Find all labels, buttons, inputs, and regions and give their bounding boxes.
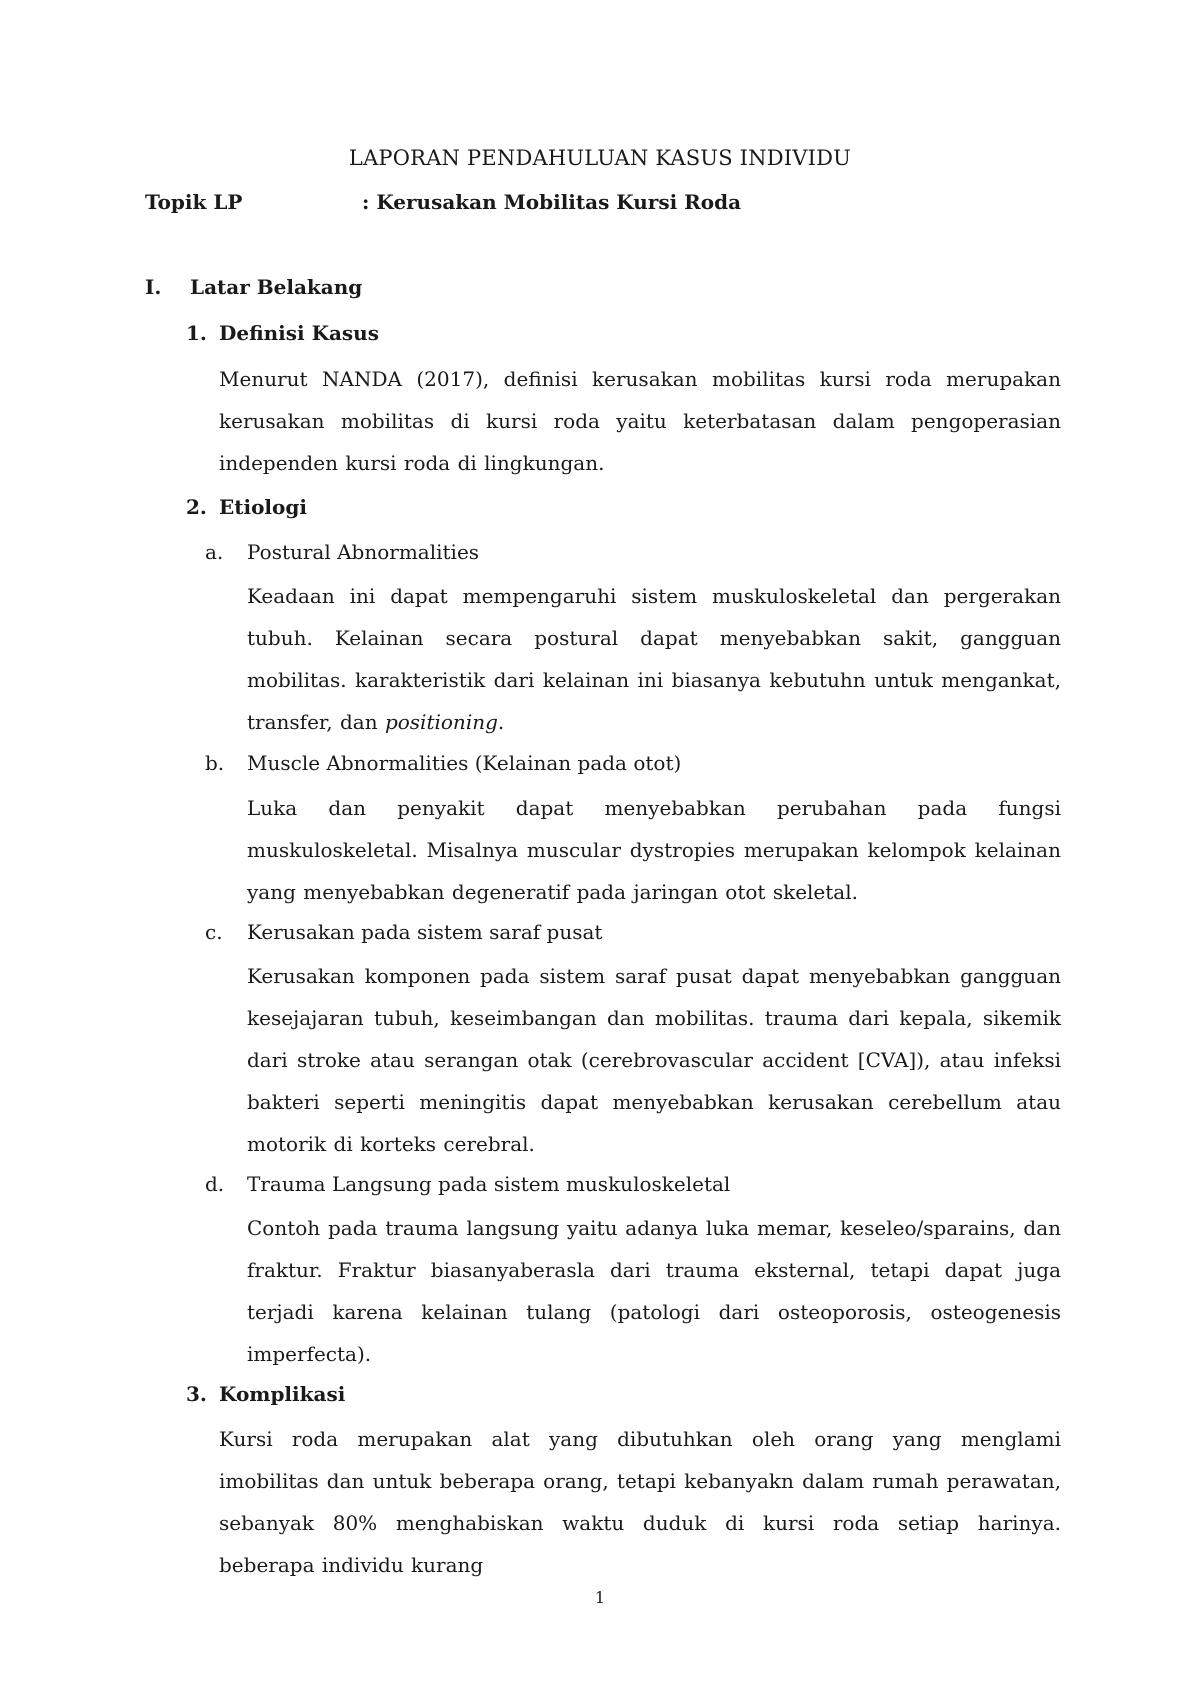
subsection-heading: Definisi Kasus: [219, 321, 379, 345]
list-item-heading: Postural Abnormalities: [247, 540, 480, 564]
complication-paragraph: Kursi roda merupakan alat yang dibutuhkan oleh orang yang menglami imobilitas dan untuk beberapa orang, tetapi kebanyakn dalam rumah perawatan, sebanyak 80% menghabiskan waktu duduk di kursi roda setiap harinya. beberapa individu kurang: [219, 1427, 1061, 1577]
page-number: 1: [594, 1588, 606, 1607]
list-item-paragraph: Luka dan penyakit dapat menyebabkan perubahan pada fungsi muskuloskeletal. Misalnya muscular dystropies merupakan kelompok kelainan yang menyebabkan degeneratif pada jaringan otot skeletal.: [247, 796, 1061, 904]
list-item-heading: Muscle Abnormalities (Kelainan pada otot): [247, 751, 682, 775]
section-heading: Latar Belakang: [190, 275, 363, 299]
italic-term: positioning: [384, 710, 498, 734]
topic-value: : Kerusakan Mobilitas Kursi Roda: [362, 190, 742, 214]
topic-label: Topik LP: [145, 190, 243, 214]
list-item-paragraph: [247, 575, 1061, 743]
list-item-letter: a.: [205, 540, 224, 564]
subsection-number: 3.: [186, 1382, 207, 1406]
paragraph-end: .: [497, 710, 505, 734]
list-item-letter: d.: [205, 1172, 225, 1196]
paragraph-text: Keadaan ini dapat mempengaruhi sistem muskuloskeletal dan pergerakan tubuh. Kelainan secara postural dapat menyebabkan sakit, gangguan mobilitas. karakteristik dari kelainan ini biasanya kebutuhn untuk mengankat, transfer, dan: [247, 584, 1061, 734]
subsection-number: 2.: [186, 495, 207, 519]
subsection-heading: Etiologi: [219, 495, 307, 519]
definition-paragraph: Menurut NANDA (2017), definisi kerusakan mobilitas kursi roda merupakan kerusakan mobilitas di kursi roda yaitu keterbatasan dalam pengoperasian independen kursi roda di lingkungan.: [219, 367, 1061, 475]
subsection-number: 1.: [186, 321, 207, 345]
list-item-letter: b.: [205, 751, 225, 775]
subsection-heading: Komplikasi: [219, 1382, 346, 1406]
list-item-heading: Trauma Langsung pada sistem muskuloskeletal: [247, 1172, 731, 1196]
list-item-paragraph: Contoh pada trauma langsung yaitu adanya luka memar, keseleo/sparains, dan fraktur. Fraktur biasanyaberasla dari trauma eksternal, tetapi dapat juga terjadi karena kelainan tulang (patologi dari osteoporosis, osteogenesis imperfecta).: [247, 1216, 1061, 1366]
list-item-letter: c.: [205, 920, 223, 944]
list-item-paragraph: Kerusakan komponen pada sistem saraf pusat dapat menyebabkan gangguan kesejajaran tubuh, keseimbangan dan mobilitas. trauma dari kepala, sikemik dari stroke atau serangan otak (cerebrovascular accident [CVA]), atau infeksi bakteri seperti meningitis dapat menyebabkan kerusakan cerebellum atau motorik di korteks cerebral.: [247, 964, 1061, 1156]
list-item-heading: Kerusakan pada sistem saraf pusat: [247, 920, 603, 944]
section-numeral: I.: [145, 275, 162, 299]
document-title: LAPORAN PENDAHULUAN KASUS INDIVIDU: [348, 146, 852, 170]
